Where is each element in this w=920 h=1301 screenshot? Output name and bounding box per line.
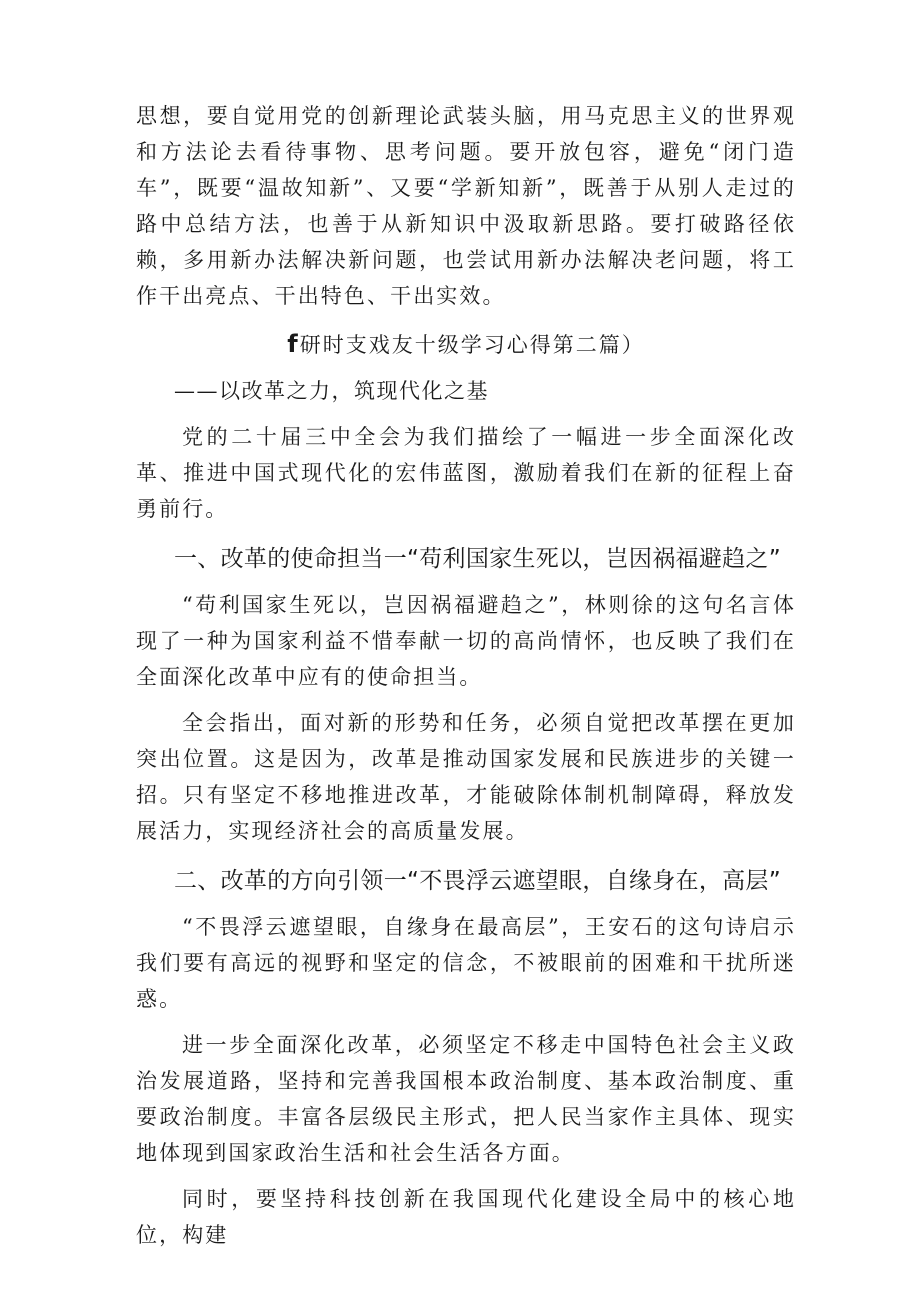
paragraph-quote-wang: “不畏浮云遮望眼，自缘身在最高层”，王安石的这句诗启示我们要有高远的视野和坚定的信念，不被眼前的困难和干扰所迷惑。 xyxy=(136,915,796,1011)
paragraph-political-path: 进一步全面深化改革，必须坚定不移走中国特色社会主义政治发展道路，坚持和完善我国根本政治制度、基本政治制度、重要政治制度。丰富各层级民主形式，把人民当家作主具体、现实地体现到国家政治生活和社会生活各方面。 xyxy=(136,1033,796,1165)
title-text: 研时支戏友十级学习心得第二篇） xyxy=(299,333,645,357)
document-page xyxy=(136,98,796,1253)
section-heading-1: 一、改革的使命担当一“苟利国家生死以，岂因祸福避趋之” xyxy=(174,546,781,572)
intro-paragraph: 思想，要自觉用党的创新理论武装头脑，用马克思主义的世界观和方法论去看待事物、思考问题。要开放包容，避免“闭门造车”，既要“温故知新”、又要“学新知新”，既善于从别人走过的路中总结方法，也善于从新知识中汲取新思路。要打破路径依赖，多用新办法解决新问题，也尝试用新办法解决老问题，将工作干出亮点、干出特色、干出实效。 xyxy=(136,104,796,308)
document-subtitle: ——以改革之力，筑现代化之基 xyxy=(174,379,489,403)
document-title xyxy=(136,326,796,363)
paragraph-plenum: 全会指出，面对新的形势和任务，必须自觉把改革摆在更加突出位置。这是因为，改革是推动国家发展和民族进步的关键一招。只有坚定不移地推进改革，才能破除体制机制障碍，释放发展活力，实现经济社会的高质量发展。 xyxy=(136,711,796,843)
section-heading-2: 二、改革的方向引领一“不畏浮云遮望眼，自缘身在，高层” xyxy=(174,868,781,894)
paragraph-technology: 同时，要坚持科技创新在我国现代化建设全局中的核心地位，构建 xyxy=(136,1187,796,1247)
paragraph-quote-lin: “苟利国家生死以，岂因祸福避趋之”，林则徐的这句名言体现了一种为国家利益不惜奉献一切的高尚情怀，也反映了我们在全面深化改革中应有的使命担当。 xyxy=(136,593,796,689)
title-glyph: f xyxy=(287,330,300,358)
paragraph-blueprint: 党的二十届三中全会为我们描绘了一幅进一步全面深化改革、推进中国式现代化的宏伟蓝图，激励着我们在新的征程上奋勇前行。 xyxy=(136,425,796,521)
